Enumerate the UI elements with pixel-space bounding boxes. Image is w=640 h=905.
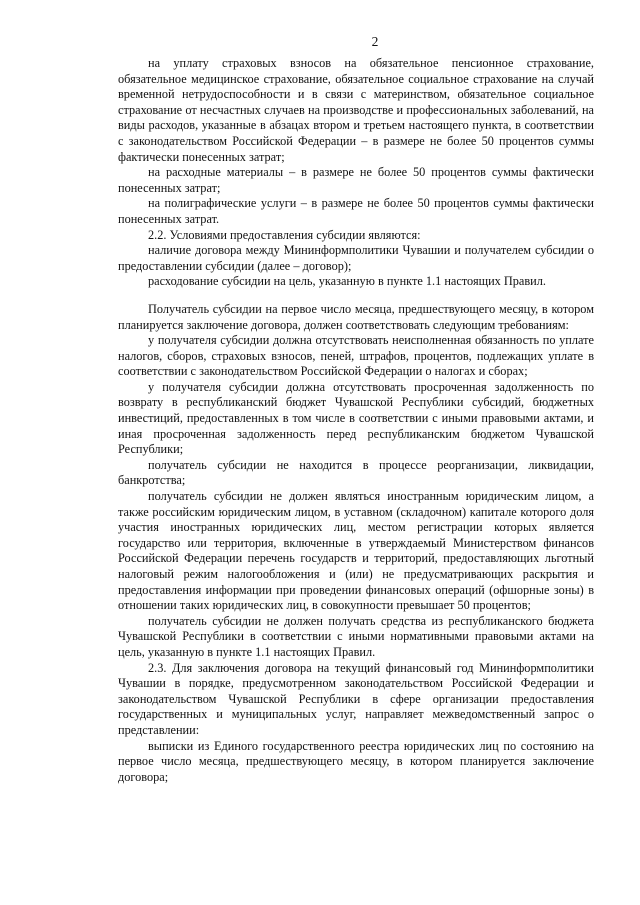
paragraph: получатель субсидии не должен являться иностранным юридическим лицом, а также российским юридическим лицом, в уставном (складочном) капитале которого доля участия иностранных юридических лиц, местом регистрации которых является государство или территория, включенные в утверждаемый Министерством финансов Российской Федерации перечень государств и территорий, предоставляющих льготный налоговый режим налогообложения и (или) не предусматривающих раскрытия и предоставления информации при проведении финансовых операций (офшорные зоны) в отношении таких юридических лиц, в совокупности превышает 50 процентов; bbox=[118, 489, 594, 613]
paragraph: на расходные материалы – в размере не более 50 процентов суммы фактически понесенных затрат; bbox=[118, 165, 594, 195]
paragraph: получатель субсидии не должен получать средства из республиканского бюджета Чувашской Республики в соответствии с иными нормативными правовыми актами на цель, указанную в пункте 1.1 настоящих Правил. bbox=[118, 613, 594, 659]
paragraph: выписки из Единого государственного реестра юридических лиц по состоянию на первое число месяца, предшествующего месяцу, в котором планируется заключение договора; bbox=[118, 738, 594, 784]
document-body bbox=[118, 56, 594, 785]
paragraph: у получателя субсидии должна отсутствовать неисполненная обязанность по уплате налогов, сборов, страховых взносов, пеней, штрафов, процентов, подлежащих уплате в соответствии с законодательством Российской Федерации о налогах и сборах; bbox=[118, 333, 594, 379]
paragraph: расходование субсидии на цель, указанную в пункте 1.1 настоящих Правил. bbox=[148, 274, 546, 289]
paragraph: наличие договора между Мининформполитики Чувашии и получателем субсидии о предоставлении субсидии (далее – договор); bbox=[118, 243, 594, 273]
paragraph: на полиграфические услуги – в размере не более 50 процентов суммы фактически понесенных затрат. bbox=[118, 196, 594, 226]
paragraph: на уплату страховых взносов на обязательное пенсионное страхование, обязательное медицинское страхование, обязательное социальное страхование на случай временной нетрудоспособности и в связи с материнством, обязательное социальное страхование от несчастных случаев на производстве и профессиональных заболеваний, на виды расходов, указанные в абзацах втором и третьем настоящего пункта, в соответствии с законодательством Российской Федерации – в размере не более 50 процентов суммы фактически понесенных затрат; bbox=[118, 56, 594, 164]
paragraph: Получатель субсидии на первое число месяца, предшествующего месяцу, в котором планируется заключение договора, должен соответствовать следующим требованиям: bbox=[118, 301, 594, 332]
paragraph: 2.3. Для заключения договора на текущий финансовый год Мининформполитики Чувашии в порядке, предусмотренном законодательством Российской Федерации и законодательством Чувашской Республики в сфере организации предоставления государственных и муниципальных услуг, направляет межведомственный запрос о представлении: bbox=[118, 660, 594, 737]
page-number: 2 bbox=[371, 34, 379, 49]
paragraph: получатель субсидии не находится в процессе реорганизации, ликвидации, банкротства; bbox=[118, 457, 594, 488]
paragraph: у получателя субсидии должна отсутствовать просроченная задолженность по возврату в республиканский бюджет Чувашской Республики субсидий, бюджетных инвестиций, предоставленных в том числе в соответствии с иными правовыми актами, и иная просроченная задолженность перед республиканским бюджетом Чувашской Республики; bbox=[118, 379, 594, 457]
paragraph: 2.2. Условиями предоставления субсидии являются: bbox=[148, 227, 421, 242]
